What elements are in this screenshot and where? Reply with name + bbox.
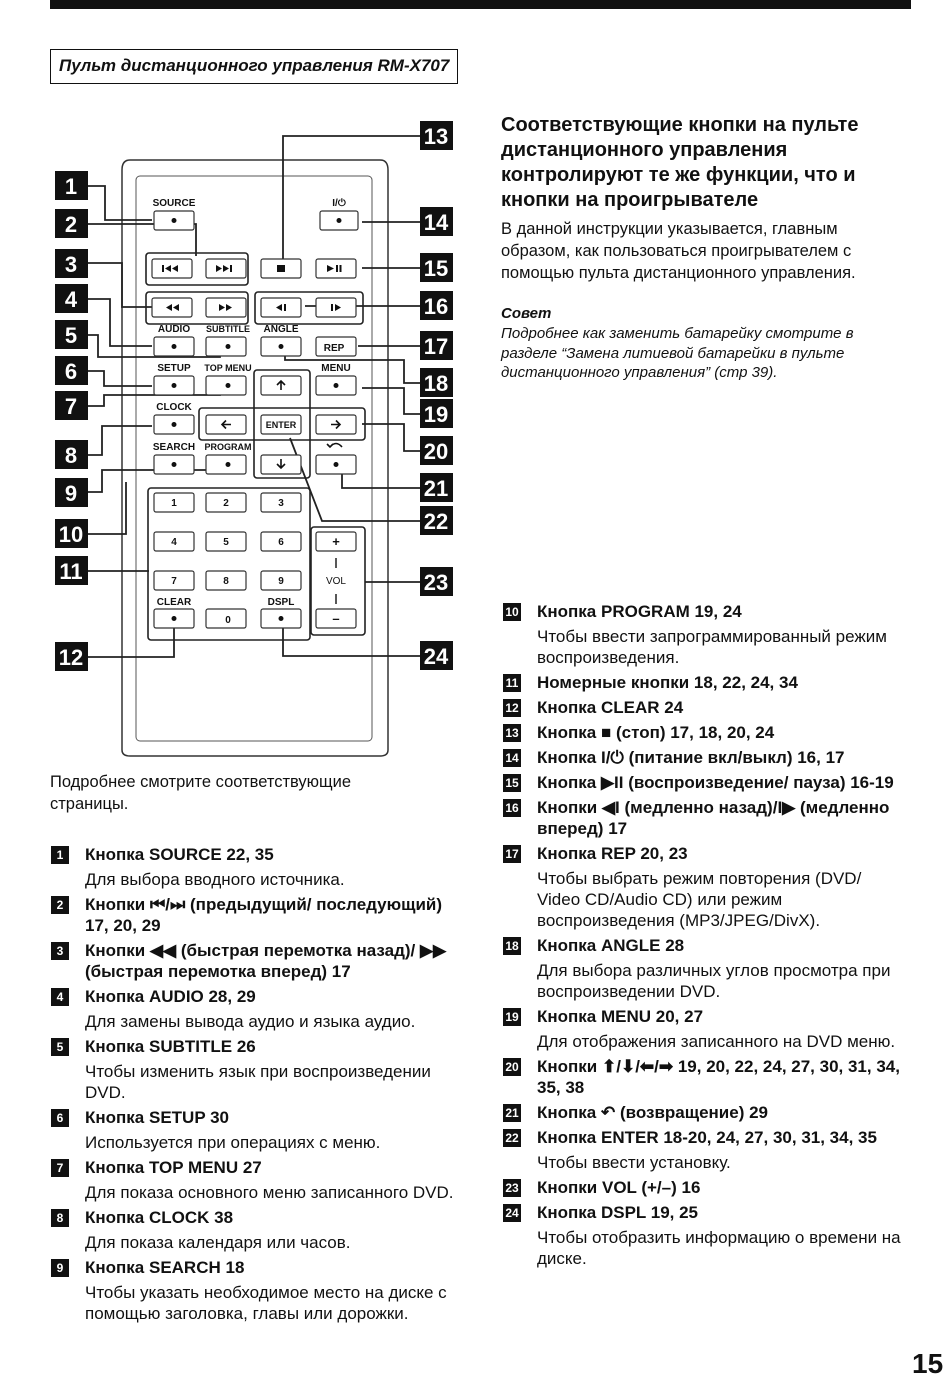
item-number-badge: 12 [503,699,521,717]
item-description: Чтобы изменить язык при воспроизведении DVD. [85,1062,431,1102]
callout-24 [420,641,453,670]
svg-text:22: 22 [423,509,449,534]
callout-12 [55,642,88,671]
svg-text:0: 0 [225,615,231,626]
list-item [51,1157,466,1203]
callout-22 [420,506,453,535]
list-item [503,1056,903,1098]
callout-2 [55,209,88,238]
list-item [503,1177,903,1198]
remote-illustration [0,0,470,770]
items-right-list [503,601,903,1273]
item-label: Кнопка SUBTITLE 26 [85,1037,256,1056]
item-label: Кнопки VOL (+/–) 16 [537,1178,701,1197]
svg-text:3: 3 [278,498,284,509]
list-item [503,722,903,743]
svg-text:12: 12 [58,645,84,670]
item-number-badge: 20 [503,1058,521,1076]
intro-text: В данной инструкции указывается, главным образом, как пользоваться проигрывателем с помощью пульта дистанционного управления. [501,220,856,282]
item-label: Кнопка SETUP 30 [85,1108,229,1127]
callout-23 [420,567,453,596]
callout-15 [420,253,453,282]
callout-1 [55,171,88,200]
svg-text:2: 2 [64,212,78,237]
item-label: Номерные кнопки 18, 22, 24, 34 [537,673,798,692]
list-item [503,1102,903,1123]
svg-text:PROGRAM: PROGRAM [204,442,252,452]
callout-10 [55,519,88,548]
list-item [51,1257,466,1324]
svg-text:19: 19 [423,402,449,427]
item-number-badge: 24 [503,1204,521,1222]
svg-text:17: 17 [423,334,449,359]
item-label: Кнопки ⏮/⏭ (предыдущий/ последующий) 17, 20, 29 [85,895,443,935]
svg-text:1: 1 [171,498,177,509]
item-description: Для замены вывода аудио и языка аудио. [85,1012,416,1031]
item-description: Используется при операциях с меню. [85,1133,381,1152]
svg-text:SUBTITLE: SUBTITLE [206,324,250,334]
svg-text:1: 1 [64,174,78,199]
svg-text:CLOCK: CLOCK [156,402,192,413]
item-number-badge: 3 [51,942,69,960]
item-description: Для показа календаря или часов. [85,1233,351,1252]
svg-text:10: 10 [58,522,84,547]
item-number-badge: 2 [51,896,69,914]
item-number-badge: 11 [503,674,521,692]
svg-text:ANGLE: ANGLE [263,324,299,335]
item-description: Чтобы отобразить информацию о времени на диске. [537,1228,901,1268]
callout-17 [420,331,453,360]
item-label: Кнопка DSPL 19, 25 [537,1203,699,1222]
item-label: Кнопка ANGLE 28 [537,936,685,955]
svg-text:5: 5 [64,323,78,348]
item-number-badge: 7 [51,1159,69,1177]
item-label: Кнопка MENU 20, 27 [537,1007,704,1026]
item-description: Чтобы выбрать режим повторения (DVD/ Video CD/Audio CD) или режим воспроизведения (MP3/JPEG/DivX). [537,869,862,930]
callout-5 [55,320,88,349]
svg-text:SEARCH: SEARCH [152,442,196,453]
item-label: Кнопка ▶II (воспроизведение/ пауза) 16-19 [537,773,894,792]
svg-text:6: 6 [278,537,284,548]
item-label: Кнопка PROGRAM 19, 24 [537,602,742,621]
callout-18 [420,368,453,397]
tip-title: Совет [501,305,552,322]
svg-text:21: 21 [423,476,449,501]
svg-text:–: – [332,611,340,626]
page-number: 15 [912,1348,944,1379]
item-label: Кнопка ENTER 18-20, 24, 27, 30, 31, 34, 35 [537,1128,877,1147]
callout-7 [55,391,88,420]
item-description: Для выбора вводного источника. [85,870,345,889]
callout-20 [420,436,453,465]
svg-text:VOL: VOL [325,576,347,587]
caption: Подробнее смотрите соответствующие страницы. [50,773,352,813]
item-number-badge: 23 [503,1179,521,1197]
items-left-list [51,844,466,1328]
item-number-badge: 17 [503,845,521,863]
list-item [51,940,466,982]
list-item [503,1202,903,1269]
item-label: Кнопка REP 20, 23 [537,844,688,863]
item-label: Кнопка SEARCH 18 [85,1258,245,1277]
svg-text:TOP MENU: TOP MENU [204,363,252,373]
item-label: Кнопка ↶ (возвращение) 29 [537,1103,769,1122]
list-item [51,1036,466,1103]
item-number-badge: 18 [503,937,521,955]
callout-13 [420,121,453,150]
item-number-badge: 9 [51,1259,69,1277]
svg-text:8: 8 [64,443,78,468]
item-number-badge: 21 [503,1104,521,1122]
svg-text:3: 3 [64,252,78,277]
intro-heading: Соответствующие кнопки на пульте дистанционного управления контролируют те же функции, что и кнопки на проигрывателе [501,114,859,211]
list-item [503,697,903,718]
item-label: Кнопка CLEAR 24 [537,698,684,717]
item-number-badge: 5 [51,1038,69,1056]
power-icon-dot [337,218,342,223]
list-item [503,1127,903,1173]
svg-text:7: 7 [64,394,78,419]
svg-text:11: 11 [59,559,83,584]
svg-text:18: 18 [423,371,449,396]
item-label: Кнопка ■ (стоп) 17, 18, 20, 24 [537,723,775,742]
list-item [51,986,466,1032]
list-item [503,747,903,768]
item-description: Чтобы ввести установку. [537,1153,731,1172]
svg-text:REP: REP [323,343,345,354]
list-item [51,894,466,936]
svg-text:7: 7 [171,576,177,587]
svg-text:6: 6 [64,359,78,384]
item-number-badge: 8 [51,1209,69,1227]
callout-3 [55,249,88,278]
svg-text:9: 9 [278,576,284,587]
callout-14 [420,207,453,236]
item-label: Кнопка TOP MENU 27 [85,1158,262,1177]
list-item [503,1006,903,1052]
item-label: Кнопка SOURCE 22, 35 [85,845,274,864]
svg-text:5: 5 [223,537,229,548]
item-label: Кнопки ◀◀ (быстрая перемотка назад)/ ▶▶ (быстрая перемотка вперед) 17 [85,941,447,981]
svg-text:CLEAR: CLEAR [156,597,192,608]
list-item [503,672,903,693]
callout-19 [420,399,453,428]
svg-text:9: 9 [64,481,78,506]
callout-16 [420,291,453,320]
callout-9 [55,478,88,507]
item-description: Для показа основного меню записанного DVD. [85,1183,454,1202]
svg-text:8: 8 [223,576,229,587]
svg-text:SETUP: SETUP [157,363,191,374]
item-label: Кнопка AUDIO 28, 29 [85,987,256,1006]
svg-text:SOURCE: SOURCE [152,198,196,209]
svg-text:+: + [332,534,340,549]
svg-text:I/⏻: I/⏻ [332,198,346,209]
list-item [503,797,903,839]
svg-text:14: 14 [423,210,449,235]
callout-8 [55,440,88,469]
item-number-badge: 15 [503,774,521,792]
item-label: Кнопка I/⏻ (питание вкл/выкл) 16, 17 [537,748,845,767]
item-label: Кнопки ⬆/⬇/⬅/➡ 19, 20, 22, 24, 27, 30, 31, 34, 35, 38 [537,1057,900,1097]
svg-text:4: 4 [64,287,78,312]
list-item [503,935,903,1002]
item-number-badge: 14 [503,749,521,767]
callout-6 [55,356,88,385]
item-description: Чтобы указать необходимое место на диске с помощью заголовка, главы или дорожки. [85,1283,447,1323]
callout-4 [55,284,88,313]
item-number-badge: 16 [503,799,521,817]
svg-text:20: 20 [423,439,449,464]
svg-text:ENTER: ENTER [265,420,297,430]
list-item [503,772,903,793]
svg-text:24: 24 [423,644,449,669]
svg-text:2: 2 [223,498,229,509]
item-number-badge: 22 [503,1129,521,1147]
item-description: Для выбора различных углов просмотра при воспроизведении DVD. [537,961,891,1001]
svg-text:MENU: MENU [321,363,351,374]
list-item [503,843,903,931]
item-label: Кнопки ◀I (медленно назад)/I▶ (медленно вперед) 17 [537,798,890,838]
svg-text:15: 15 [423,256,449,281]
callout-21 [420,473,453,502]
stop-icon [277,265,285,272]
section-title: Пульт дистанционного управления RM-X707 [50,49,458,84]
callout-11 [55,556,88,585]
item-number-badge: 4 [51,988,69,1006]
item-number-badge: 1 [51,846,69,864]
item-description: Чтобы ввести запрограммированный режим воспроизведения. [537,627,887,667]
item-number-badge: 6 [51,1109,69,1127]
item-number-badge: 13 [503,724,521,742]
list-item [51,1107,466,1153]
svg-text:4: 4 [171,537,177,548]
item-number-badge: 10 [503,603,521,621]
item-description: Для отображения записанного на DVD меню. [537,1032,896,1051]
list-item [51,844,466,890]
svg-text:23: 23 [423,570,449,595]
item-label: Кнопка CLOCK 38 [85,1208,234,1227]
item-number-badge: 19 [503,1008,521,1026]
list-item [51,1207,466,1253]
tip-text: Подробнее как заменить батарейку смотрите в разделе “Замена литиевой батарейки в пульте дистанционного управления” (стр 39). [501,325,854,381]
svg-text:AUDIO: AUDIO [157,324,191,335]
svg-text:16: 16 [423,294,449,319]
svg-text:DSPL: DSPL [267,597,295,608]
svg-text:13: 13 [423,124,449,149]
list-item [503,601,903,668]
